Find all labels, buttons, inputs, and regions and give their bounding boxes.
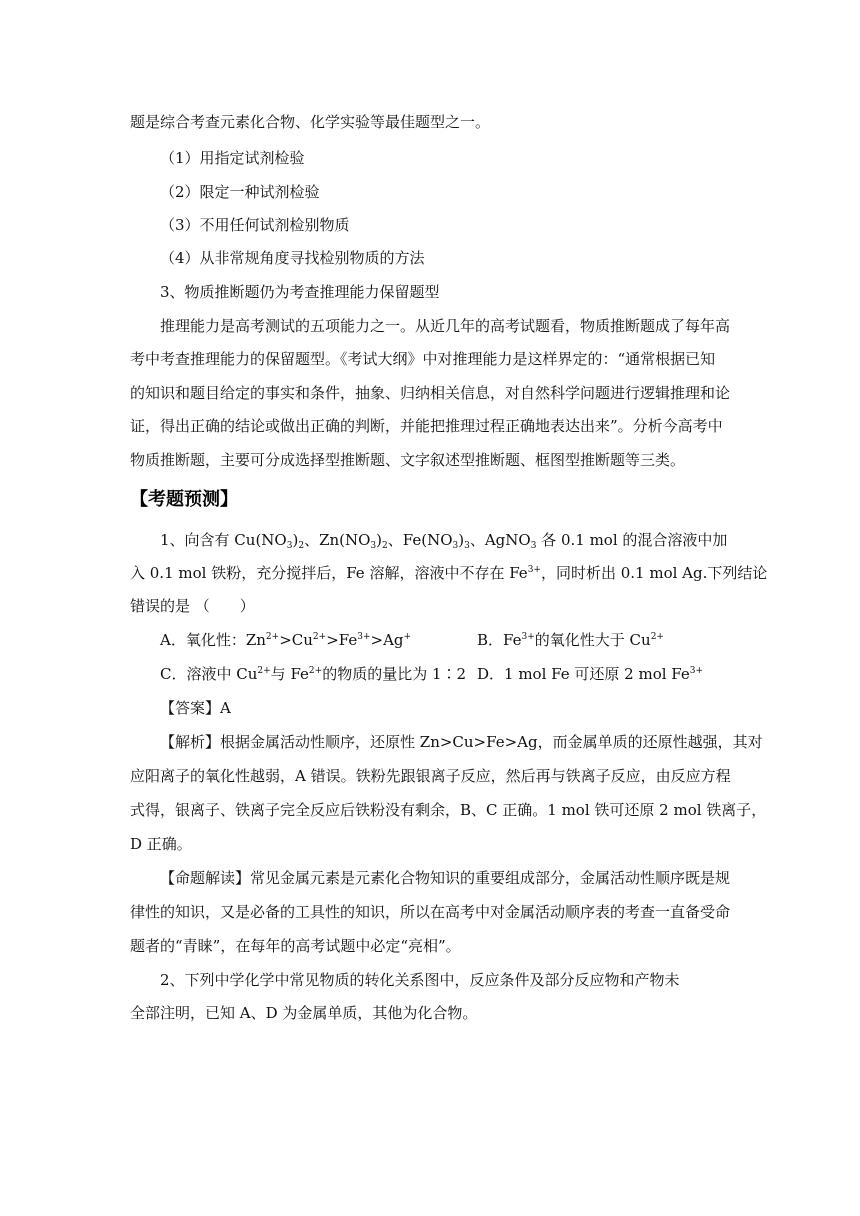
paragraph-line: 推理能力是高考测试的五项能力之一。从近几年的高考试题看，物质推断题成了每年高 [160, 317, 731, 335]
question-1-stem-line-3: 错误的是 （ ） [130, 597, 255, 615]
paragraph-line: 考中考查推理能力的保留题型。《考试大纲》中对推理能力是这样界定的：“通常根据已知 [130, 350, 716, 368]
interpretation-line: 律性的知识，又是必备的工具性的知识，所以在高考中对金属活动顺序表的考查一直备受命 [130, 903, 731, 921]
option-d: D．1 mol Fe 可还原 2 mol $Fe^{3+}$ [477, 665, 704, 683]
method-item-1: （1）用指定试剂检验 [160, 149, 305, 167]
paragraph-line: 物质推断题，主要可分成选择型推断题、文字叙述型推断题、框图型推断题等三类。 [130, 451, 686, 469]
analysis-line: 【解析】根据金属活动性顺序，还原性 Zn>Cu>Fe>Ag，而金属单质的还原性越强，其对 [160, 733, 763, 751]
question-1-stem-line-1: 1、向含有 $Cu(NO_3)_2$、$Zn(NO_3)_2$、$Fe(NO_3)_3$、AgNO$_3$ 各 0.1 mol 的混合溶液中加 [160, 531, 728, 551]
question-2-line-1: 2、下列中学化学中常见物质的转化关系图中，反应条件及部分反应物和产物未 [160, 971, 680, 989]
method-item-3: （3）不用任何试剂检别物质 [160, 216, 350, 234]
answer-line: 【答案】A [160, 699, 231, 717]
paragraph-line: 的知识和题目给定的事实和条件，抽象、归纳相关信息，对自然科学问题进行逻辑推理和论 [130, 384, 731, 402]
method-item-2: （2）限定一种试剂检验 [160, 183, 320, 201]
question-1-stem-line-2: 入 0.1 mol 铁粉，充分搅拌后，Fe 溶解，溶液中不存在 $Fe^{3+}$，同时析出 0.1 mol Ag.下列结论 [130, 564, 768, 582]
section-heading: 【考题预测】 [130, 489, 238, 510]
interpretation-line: 题者的“青睐”，在每年的高考试题中必定“亮相”。 [130, 937, 461, 955]
method-item-4: （4）从非常规角度寻找检别物质的方法 [160, 249, 425, 267]
analysis-line: 应阳离子的氧化性越弱，A 错误。铁粉先跟银离子反应，然后再与铁离子反应，由反应方程 [130, 767, 731, 785]
question-2-line-2: 全部注明，已知 A、D 为金属单质，其他为化合物。 [130, 1004, 478, 1022]
option-b: B．$Fe^{3+}$的氧化性大于 $Cu^{2+}$ [477, 631, 664, 649]
interpretation-line: 【命题解读】常见金属元素是元素化合物知识的重要组成部分，金属活动性顺序既是规 [160, 869, 731, 887]
section-3-title: 3、物质推断题仍为考查推理能力保留题型 [160, 283, 440, 301]
option-a: A．氧化性：$Zn^{2+}>Cu^{2+}>Fe^{3+}>Ag^+$ [160, 631, 412, 649]
analysis-line: D 正确。 [130, 835, 192, 853]
intro-line: 题是综合考查元素化合物、化学实验等最佳题型之一。 [130, 113, 491, 131]
analysis-line: 式得，银离子、铁离子完全反应后铁粉没有剩余，B、C 正确。1 mol 铁可还原 2 mol 铁离子， [130, 801, 767, 819]
option-c: C．溶液中 $Cu^{2+}$与 $Fe^{2+}$的物质的量比为 1∶2 [160, 665, 467, 683]
paragraph-line: 证，得出正确的结论或做出正确的判断，并能把推理过程正确地表达出来”。分析今高考中 [130, 417, 723, 435]
